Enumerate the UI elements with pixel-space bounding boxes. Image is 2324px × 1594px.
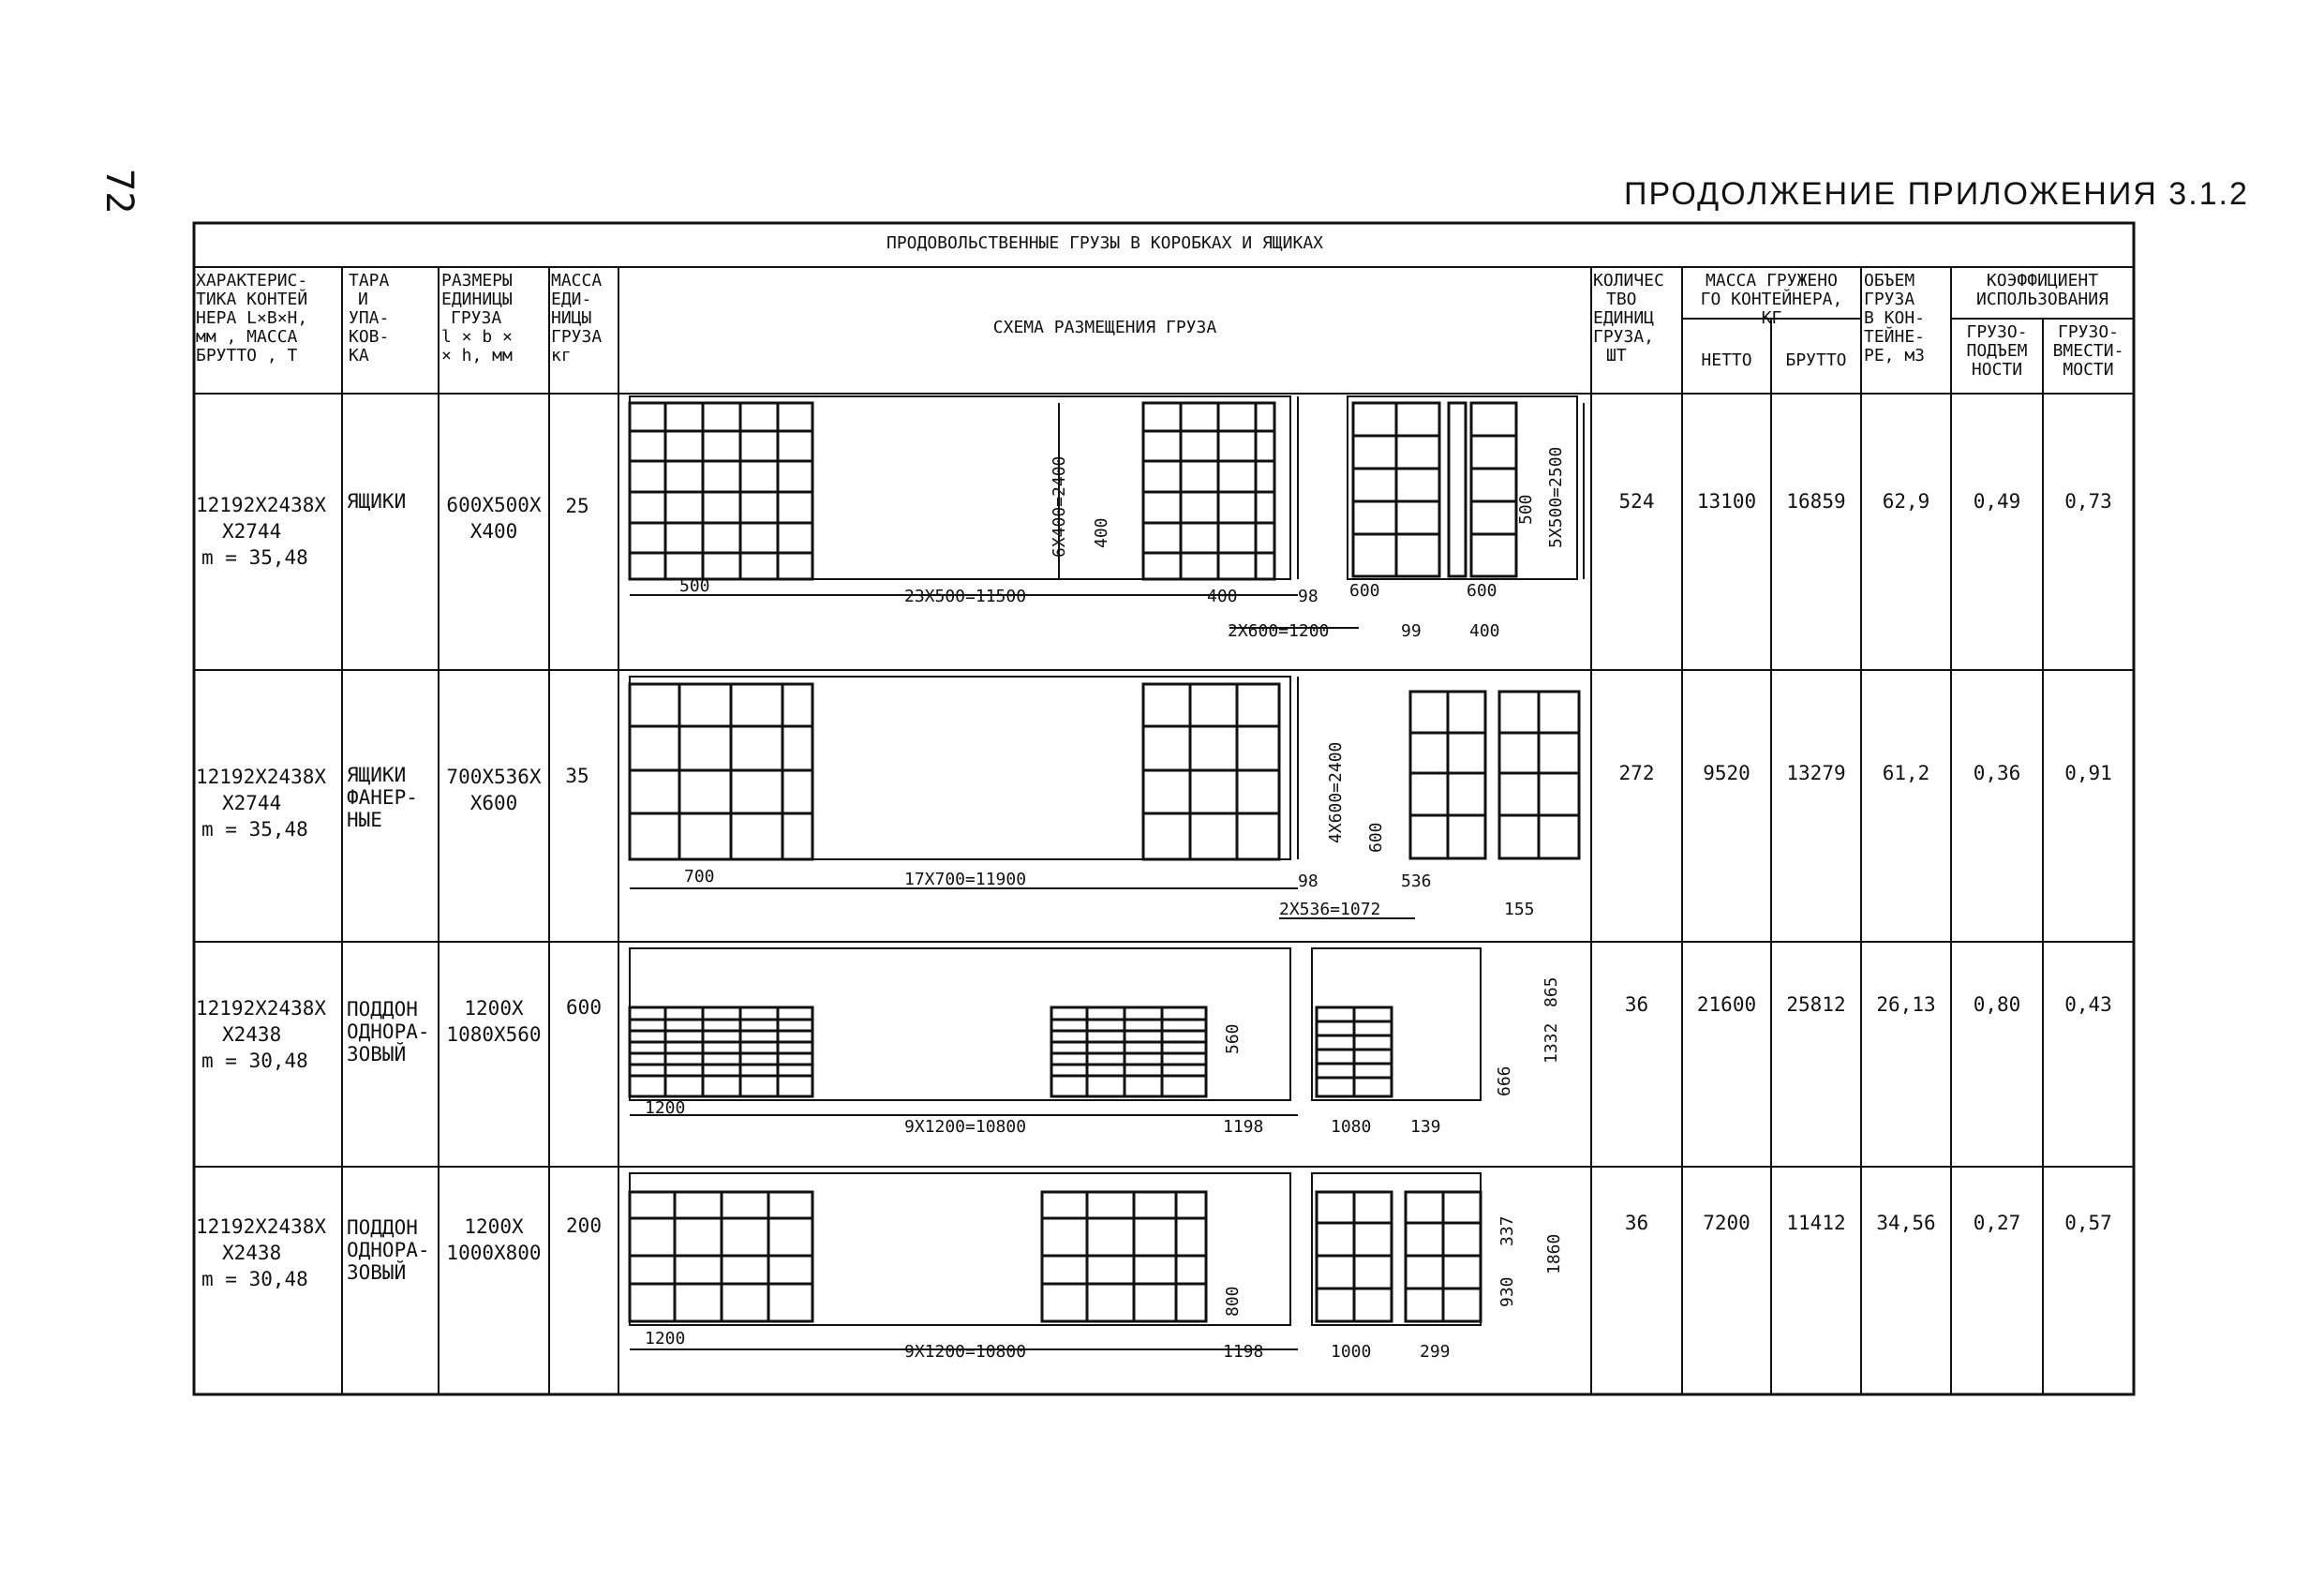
text-line: 700Х536Х [446, 766, 542, 788]
row2-brutto: 13279 [1786, 764, 1846, 782]
header-line: ИСПОЛЬЗОВАНИЯ [1976, 290, 2108, 309]
row3-netto: 21600 [1696, 995, 1757, 1014]
text-line: 12192Х2438Х [196, 494, 327, 516]
dim-label: 99 [1401, 621, 1422, 641]
header-line: ГРУЗО- [2057, 323, 2120, 342]
header-line: мм , МАССА [196, 327, 298, 347]
header-line: ТАРА [349, 272, 390, 290]
text-line: 1000Х800 [446, 1242, 542, 1264]
text-line: ЗОВЫЙ [347, 1043, 407, 1065]
row2-volume: 61,2 [1882, 764, 1930, 782]
dim-label: 400 [1207, 587, 1238, 606]
header-line: КОЛИЧЕС [1593, 272, 1664, 290]
dim-label-vertical: 1332 [1542, 1022, 1561, 1064]
header-line: ГРУЗА [1864, 290, 1915, 309]
col-header-netto: НЕТТО [1701, 351, 1752, 370]
header-line: РАЗМЕРЫ [441, 272, 513, 290]
header-line: РЕ, м3 [1864, 346, 1926, 365]
text-line: 12192Х2438Х [196, 1215, 327, 1238]
header-line: ТЕЙНЕ- [1864, 327, 1926, 347]
header-line: ГРУЗО- [1966, 323, 2028, 342]
row3-unit-mass: 600 [566, 998, 602, 1017]
row4-quantity: 36 [1624, 1214, 1649, 1232]
header-line: l × b × [441, 327, 513, 347]
text-line: ПОДДОН [347, 998, 418, 1020]
row1-netto: 13100 [1696, 492, 1757, 511]
header-line: КГ [1761, 308, 1782, 328]
header-line: ТВО [1606, 290, 1637, 309]
row4-brutto: 11412 [1786, 1214, 1846, 1232]
dim-label: 1200 [645, 1329, 686, 1348]
dim-label: 1000 [1331, 1342, 1372, 1362]
header-line: ЕДИ- [551, 290, 592, 309]
row2-quantity: 272 [1618, 764, 1655, 782]
dim-label: 155 [1504, 900, 1535, 919]
text-line: НЫЕ [347, 809, 382, 831]
text-line: ЯЩИКИ [347, 764, 407, 786]
dim-label-vertical: 6Х400=2400 [1050, 455, 1069, 558]
row1-volume: 62,9 [1882, 492, 1930, 511]
row1-coef-lift: 0,49 [1973, 492, 2021, 511]
dim-label: 1080 [1331, 1117, 1372, 1137]
header-line: КОЭФФИЦИЕНТ [1986, 272, 2099, 290]
dim-label: 1198 [1223, 1117, 1264, 1137]
row4-unit-mass: 200 [566, 1216, 602, 1235]
col-header-brutto: БРУТТО [1785, 351, 1847, 370]
dim-label: 9Х1200=10800 [904, 1117, 1027, 1137]
text-line: m = 30,48 [201, 1050, 308, 1072]
header-line: кг [551, 346, 572, 365]
text-line: Х400 [469, 520, 518, 543]
header-line: ОБЪЕМ [1864, 272, 1915, 290]
dim-label: 23Х500=11500 [904, 587, 1027, 606]
dim-label-vertical: 930 [1497, 1276, 1517, 1307]
text-line: ПОДДОН [347, 1216, 418, 1239]
header-line: ГРУЗА, [1593, 327, 1655, 347]
row3-coef-lift: 0,80 [1973, 995, 2021, 1014]
text-line: Х600 [469, 792, 518, 814]
row3-quantity: 36 [1624, 995, 1649, 1014]
row2-netto: 9520 [1703, 764, 1750, 782]
text-line: 12192Х2438Х [196, 997, 327, 1020]
dim-label-vertical: 600 [1366, 822, 1386, 853]
dim-label: 600 [1349, 581, 1380, 601]
table-title: ПРОДОВОЛЬСТВЕННЫЕ ГРУЗЫ В КОРОБКАХ И ЯЩИКАХ [886, 234, 1323, 253]
text-line: m = 35,48 [201, 546, 308, 569]
dim-label-vertical: 500 [1516, 494, 1536, 525]
text-line: 12192Х2438Х [196, 766, 327, 788]
dim-label-vertical: 4Х600=2400 [1326, 741, 1346, 843]
dim-label: 1198 [1223, 1342, 1264, 1362]
scheme-row4 [630, 1173, 1481, 1349]
header-line: В КОН- [1864, 308, 1926, 328]
row2-unit-mass: 35 [565, 767, 589, 785]
page-header: ПРОДОЛЖЕНИЕ ПРИЛОЖЕНИЯ 3.1.2 [1624, 176, 2249, 212]
header-line: ГРУЗА [551, 327, 603, 347]
row4-coef-lift: 0,27 [1973, 1214, 2021, 1232]
header-line: НОСТИ [1971, 360, 2023, 380]
dim-label: 299 [1420, 1342, 1451, 1362]
dim-label-vertical: 666 [1495, 1065, 1514, 1096]
dim-label: 139 [1410, 1117, 1441, 1137]
text-line: ОДНОРА- [347, 1020, 430, 1043]
header-line: ЕДИНИЦЫ [441, 290, 513, 309]
text-line: ЗОВЫЙ [347, 1261, 407, 1284]
text-line: Х2438 [222, 1242, 282, 1264]
dim-label: 500 [679, 576, 710, 596]
text-line: 1200Х [464, 1215, 524, 1238]
dim-label-vertical: 800 [1223, 1286, 1243, 1317]
row1-coef-cap: 0,73 [2064, 492, 2112, 511]
header-line: МАССА ГРУЖЕНО [1706, 272, 1838, 290]
dim-label-vertical: 337 [1497, 1215, 1517, 1246]
row4-volume: 34,56 [1876, 1214, 1936, 1232]
row4-netto: 7200 [1703, 1214, 1750, 1232]
dim-label: 536 [1401, 871, 1432, 891]
header-line: КОВ- [349, 327, 390, 347]
row2-coef-cap: 0,91 [2064, 764, 2112, 782]
header-line: НИЦЫ [551, 308, 592, 328]
header-line: МОСТИ [2063, 360, 2114, 380]
dim-label: 9Х1200=10800 [904, 1342, 1027, 1362]
header-line: ВМЕСТИ- [2052, 341, 2124, 361]
text-line: ФАНЕР- [347, 786, 418, 809]
text-line: Х2744 [222, 792, 282, 814]
dim-label-vertical: 5Х500=2500 [1546, 446, 1566, 548]
header-line: ГО КОНТЕЙНЕРА, [1700, 290, 1843, 309]
row1-brutto: 16859 [1786, 492, 1846, 511]
text-line: m = 30,48 [201, 1268, 308, 1290]
header-line: ШТ [1606, 346, 1627, 365]
header-line: МАССА [551, 272, 603, 290]
text-line: ОДНОРА- [347, 1239, 430, 1261]
dim-label: 2Х600=1200 [1228, 621, 1330, 641]
dim-label-vertical: 1860 [1544, 1233, 1564, 1274]
dim-label: 2Х536=1072 [1279, 900, 1381, 919]
text-line: m = 35,48 [201, 818, 308, 841]
text-line: 1080Х560 [446, 1023, 542, 1046]
dim-label: 1200 [645, 1098, 686, 1118]
text-line: Х2744 [222, 520, 282, 543]
header-line: ГРУЗА [451, 308, 502, 328]
text-line: ЯЩИКИ [347, 492, 407, 511]
row3-brutto: 25812 [1786, 995, 1846, 1014]
dim-label-vertical: 400 [1092, 517, 1111, 548]
col-header-scheme: СХЕМА РАЗМЕЩЕНИЯ ГРУЗА [992, 319, 1217, 337]
text-line: 1200Х [464, 997, 524, 1020]
text-line: 600Х500Х [446, 494, 542, 516]
row3-volume: 26,13 [1876, 995, 1936, 1014]
dim-label: 98 [1298, 587, 1318, 606]
text-line: Х2438 [222, 1023, 282, 1046]
header-line: ТИКА КОНТЕЙ [196, 290, 308, 309]
header-line: ЕДИНИЦ [1593, 308, 1655, 328]
scheme-row1 [630, 396, 1584, 628]
dim-label: 17Х700=11900 [904, 870, 1027, 889]
dim-label: 600 [1467, 581, 1497, 601]
header-line: И [358, 290, 368, 309]
header-line: ПОДЪЕМ [1966, 341, 2028, 361]
row2-coef-lift: 0,36 [1973, 764, 2021, 782]
header-line: НЕРА L×B×H, [196, 308, 308, 328]
scheme-row2 [630, 677, 1579, 918]
dim-label-vertical: 560 [1223, 1023, 1243, 1054]
row3-coef-cap: 0,43 [2064, 995, 2112, 1014]
header-line: БРУТТО , Т [196, 346, 298, 365]
row1-unit-mass: 25 [565, 497, 589, 515]
header-line: УПА- [349, 308, 390, 328]
dim-label: 98 [1298, 871, 1318, 891]
page-number: 72 [97, 169, 141, 215]
scheme-row3 [630, 948, 1481, 1115]
header-line: ХАРАКТЕРИС- [196, 272, 308, 290]
row4-coef-cap: 0,57 [2064, 1214, 2112, 1232]
header-line: × h, мм [441, 346, 513, 365]
dim-label: 700 [684, 867, 715, 886]
header-line: КА [349, 346, 369, 365]
row1-quantity: 524 [1618, 492, 1655, 511]
dim-label: 400 [1469, 621, 1500, 641]
dim-label-vertical: 865 [1542, 976, 1561, 1007]
